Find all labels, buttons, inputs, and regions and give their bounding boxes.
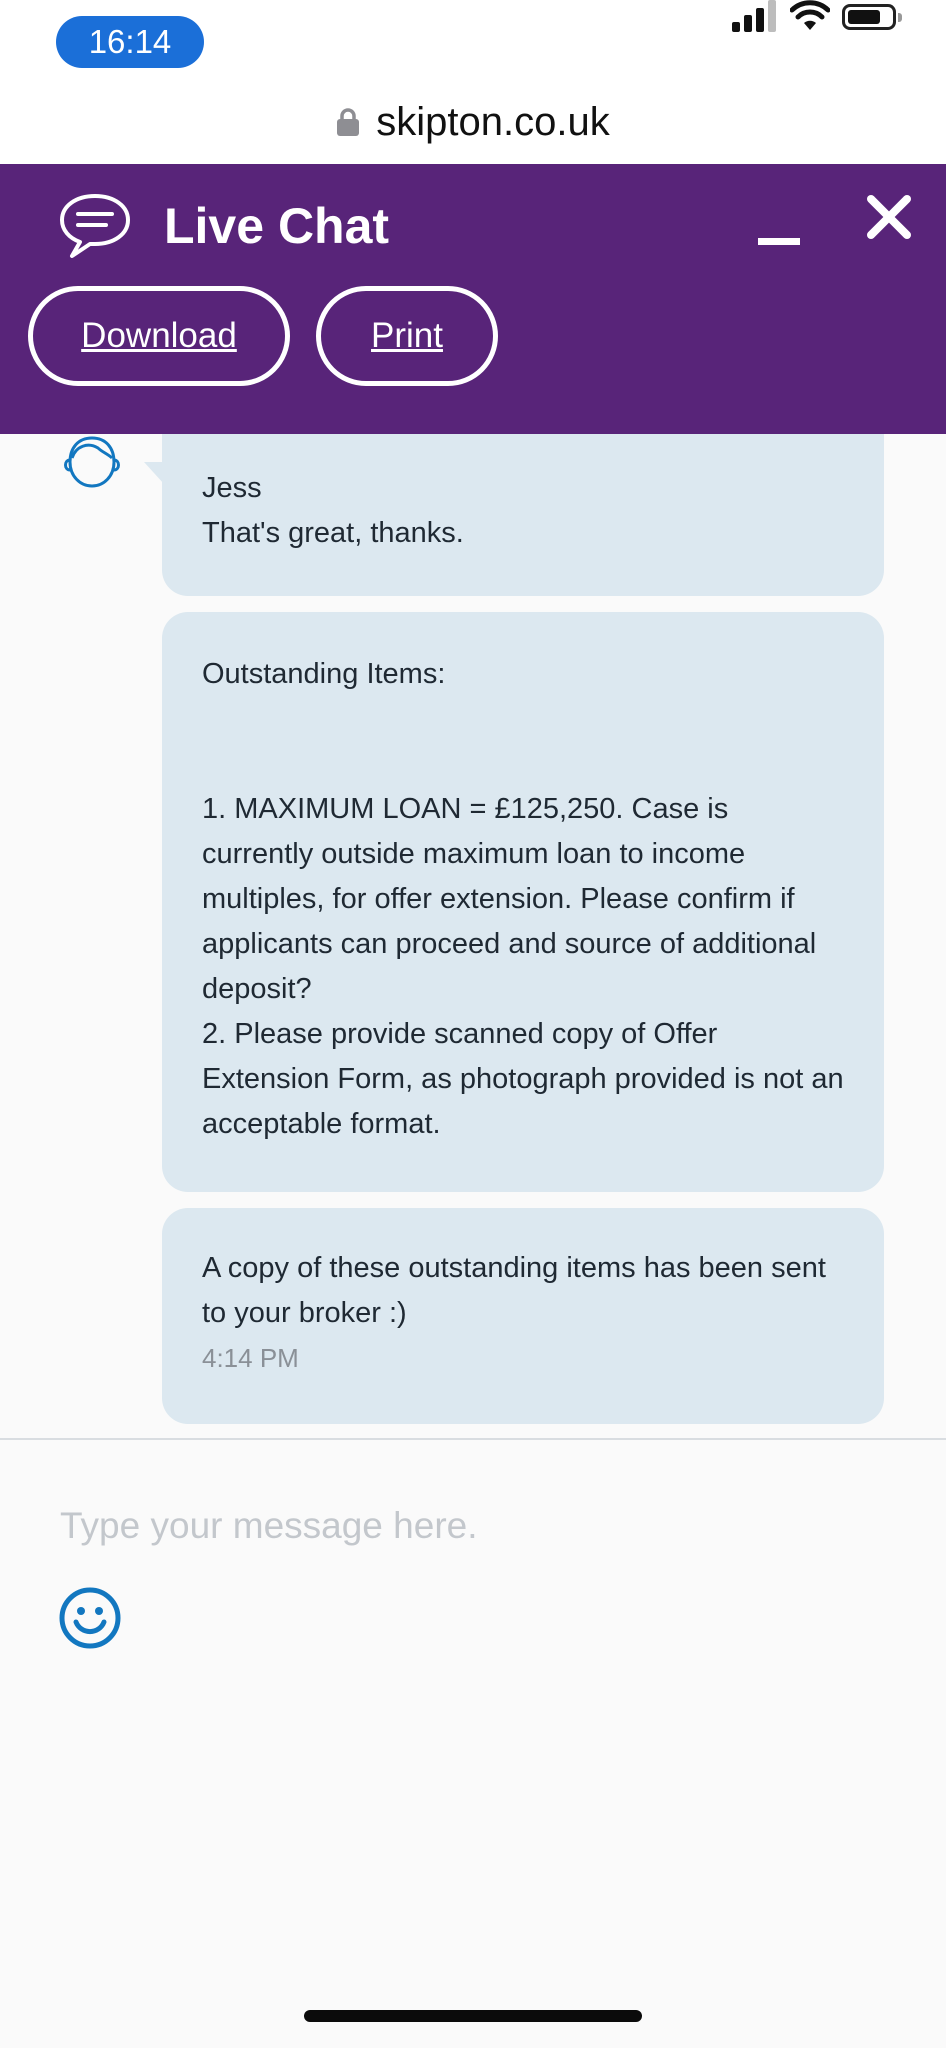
smiley-icon[interactable] xyxy=(58,1586,122,1650)
message-text: 1. MAXIMUM LOAN = £125,250. Case is currently outside maximum loan to income multiples, for offer extension. Please confirm if applicants can proceed and source of additional deposit? xyxy=(202,793,817,1005)
chat-bubble-icon xyxy=(58,192,132,260)
message-bubble xyxy=(162,434,884,596)
signal-icon xyxy=(732,0,778,32)
composer xyxy=(0,1440,946,2048)
message-spacer xyxy=(202,697,844,787)
status-time: 16:14 xyxy=(56,16,204,68)
url-text: skipton.co.uk xyxy=(376,99,610,144)
message-heading: Outstanding Items: xyxy=(202,658,446,690)
message-text: That's great, thanks. xyxy=(202,517,464,549)
message-sender: Jess xyxy=(202,472,262,504)
chat-header xyxy=(0,164,946,434)
message-bubble xyxy=(162,612,884,1192)
wifi-icon xyxy=(790,0,830,32)
message-list[interactable] xyxy=(0,434,946,1438)
url-bar[interactable] xyxy=(0,80,946,164)
status-bar xyxy=(0,0,946,80)
message-input[interactable] xyxy=(60,1496,900,1556)
message-timestamp: 4:14 PM xyxy=(202,1343,299,1373)
lock-icon xyxy=(336,107,360,137)
minimize-icon[interactable] xyxy=(758,228,800,252)
message-bubble xyxy=(162,1208,884,1424)
print-button[interactable]: Print xyxy=(316,286,498,386)
agent-avatar-icon xyxy=(58,434,126,490)
download-button[interactable]: Download xyxy=(28,286,290,386)
bubble-tail xyxy=(144,462,164,484)
close-icon[interactable] xyxy=(866,194,912,240)
message-text: 2. Please provide scanned copy of Offer Extension Form, as photograph provided is not an acceptable format. xyxy=(202,1018,844,1140)
message-text: A copy of these outstanding items has been sent to your broker :) xyxy=(202,1252,826,1329)
chat-title: Live Chat xyxy=(164,198,390,254)
battery-icon xyxy=(842,4,896,30)
home-indicator[interactable] xyxy=(304,2010,642,2022)
